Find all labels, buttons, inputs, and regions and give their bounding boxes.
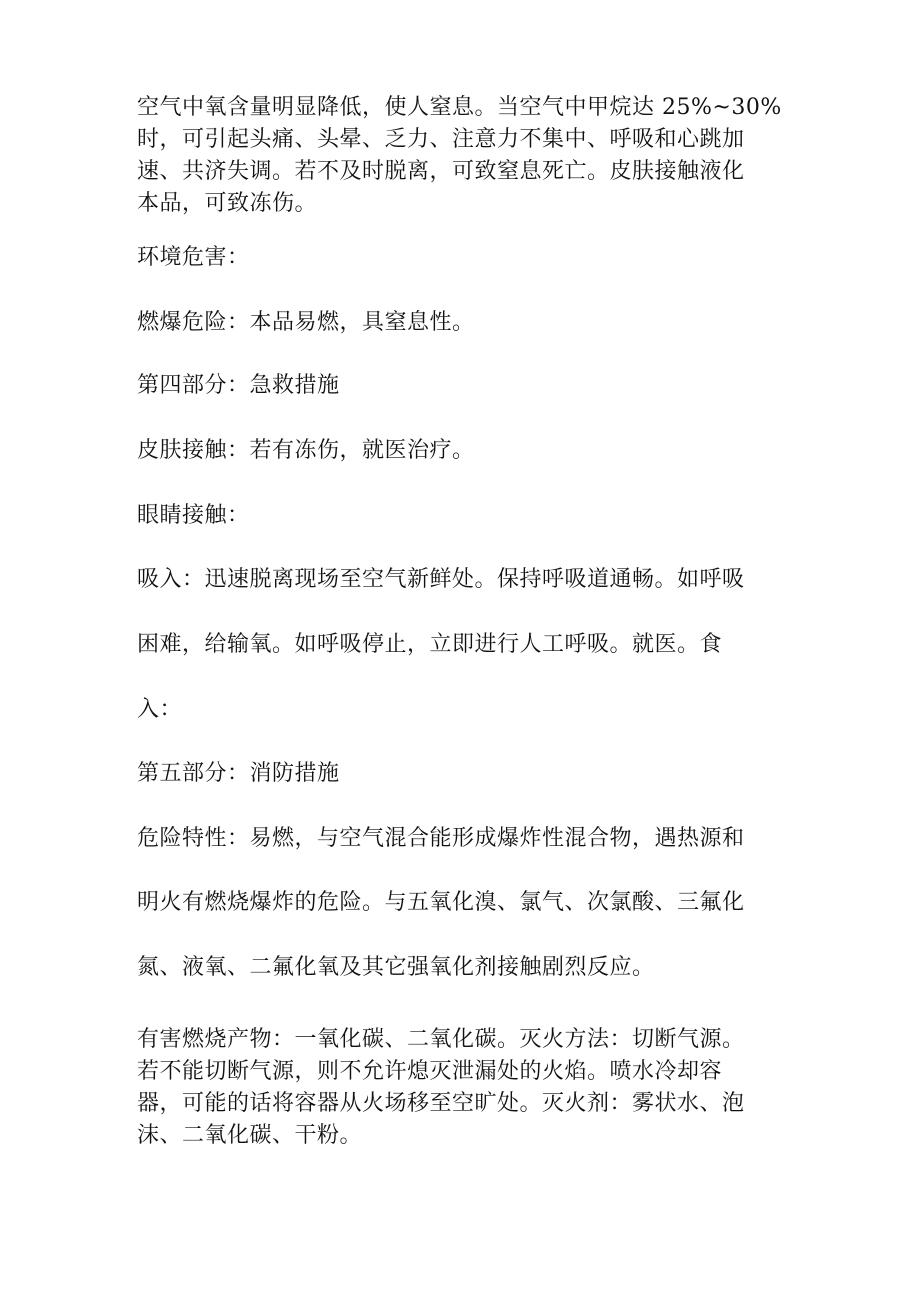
- paragraph-line: 沫、二氧化碳、干粉。: [137, 1123, 363, 1148]
- danger-properties-line-1: 危险特性：易燃，与空气混合能形成爆炸性混合物，遇热源和: [137, 826, 745, 851]
- inhalation-line-1: 吸入：迅速脱离现场至空气新鲜处。保持呼吸道通畅。如呼吸: [137, 567, 745, 592]
- toxicity-paragraph: [137, 92, 782, 220]
- paragraph-line: 有害燃烧产物：一氧化碳、二氧化碳。灭火方法：切断气源。: [137, 1027, 745, 1052]
- paragraph-line: 器，可能的话将容器从火场移至空旷处。灭火剂：雾状水、泡: [137, 1091, 745, 1116]
- combustion-products-paragraph: [137, 1024, 767, 1152]
- paragraph-line: 本品，可致冻伤。: [137, 191, 318, 216]
- environmental-hazard-label: 环境危害：: [137, 245, 250, 270]
- paragraph-line: 速、共济失调。若不及时脱离，可致窒息死亡。皮肤接触液化: [137, 159, 745, 184]
- fire-explosion-hazard: 燃爆危险：本品易燃，具窒息性。: [137, 310, 475, 335]
- paragraph-line: 时，可引起头痛、头晕、乏力、注意力不集中、呼吸和心跳加: [137, 127, 745, 152]
- section-4-title: 第四部分：急救措施: [137, 373, 340, 398]
- inhalation-line-3: 入：: [137, 697, 183, 722]
- danger-properties-line-2: 明火有燃烧爆炸的危险。与五氧化溴、氯气、次氯酸、三氟化: [137, 890, 745, 915]
- danger-properties-line-3: 氮、液氧、二氟化氧及其它强氧化剂接触剧烈反应。: [137, 955, 655, 980]
- inhalation-line-2: 困难，给输氧。如呼吸停止，立即进行人工呼吸。就医。食: [137, 632, 723, 657]
- section-5-title: 第五部分：消防措施: [137, 761, 340, 786]
- paragraph-line: 若不能切断气源，则不允许熄灭泄漏处的火焰。喷水冷却容: [137, 1059, 723, 1084]
- eye-contact: 眼睛接触：: [137, 503, 250, 528]
- skin-contact: 皮肤接触：若有冻伤，就医治疗。: [137, 438, 475, 463]
- paragraph-line: 空气中氧含量明显降低，使人窒息。当空气中甲烷达 25%~30%: [137, 95, 782, 120]
